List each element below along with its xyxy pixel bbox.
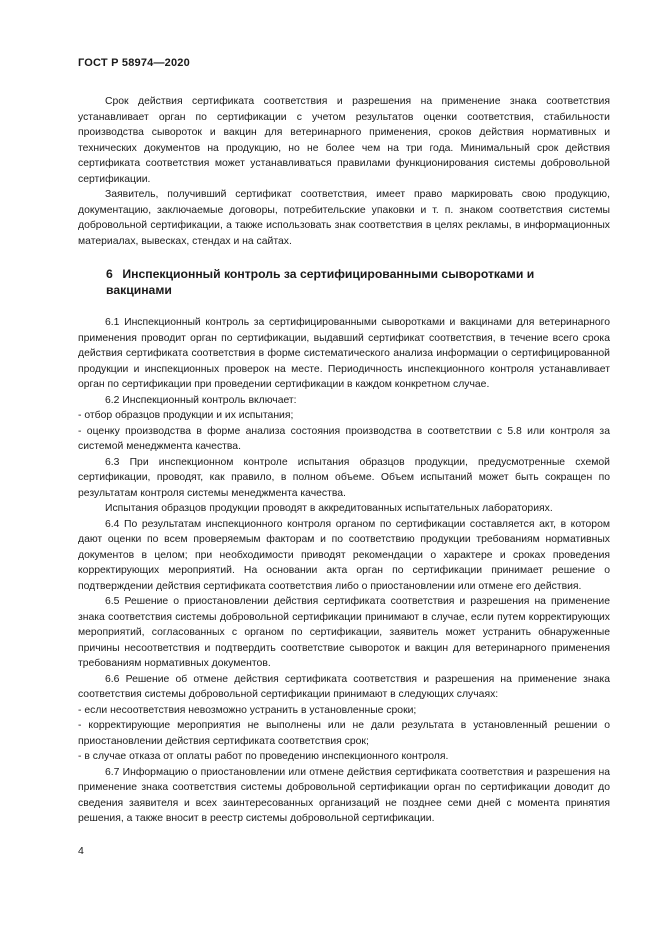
section-heading <box>106 266 576 298</box>
paragraph-6-5: 6.5 Решение о приостановлении действия сертификата соответствия и разрешения на применение знака соответствия системы добровольной сертификации принимают в случае, если путем корректирующих мероприятий, согласованных с органом по сертификации, заявитель может устранить обнаруженные причины несоответствия и подтвердить соответствие сывороток и вакцин для ветеринарного применения требованиям нормативных документов. <box>78 596 610 669</box>
list-item: - корректирующие мероприятия не выполнены или не дали результата в установленный решении о приостановлении действия сертификата соответствия срок; <box>78 718 610 749</box>
list-item: - если несоответствия невозможно устранить в установленные сроки; <box>78 703 610 719</box>
list-item: - оценку производства в форме анализа состояния производства в соответствии с 5.8 или контроля за системой менеджмента качества. <box>78 424 610 455</box>
paragraph-6-1: 6.1 Инспекционный контроль за сертифицированными сыворотками и вакцинами для ветеринарного применения проводит орган по сертификации, выдавший сертификат соответствия, в течение всего срока действия сертификата соответствия в форме систематического анализа информации о сертифицированной продукции и инспекционных проверок на месте. Периодичность инспекционного контроля устанавливает орган по сертификации при проведении сертификации в каждом конкретном случае. <box>78 317 610 390</box>
page-number: 4 <box>78 845 84 857</box>
paragraph-6-2: 6.2 Инспекционный контроль включает: <box>105 394 297 406</box>
paragraph-6-3-note: Испытания образцов продукции проводят в аккредитованных испытательных лабораториях. <box>105 503 553 514</box>
paragraph-6-3: 6.3 При инспекционном контроле испытания образцов продукции, предусмотренные схемой сертификации, проводят, как правило, в полном объеме. Объем испытаний может быть сокращен по результатам контроля системы менеджмента качества. <box>78 456 610 499</box>
paragraph-6-6: 6.6 Решение об отмене действия сертификата соответствия и разрешения на применение знака соответствия системы добровольной сертификации принимают в следующих случаях: <box>78 673 610 700</box>
document-body <box>78 94 610 827</box>
paragraph-6-4: 6.4 По результатам инспекционного контроля органом по сертификации составляется акт, в котором дают оценки по всем проверяемым факторам и по соответствию продукции требованиям нормативных документов в целом; при необходимости приводят рекомендации о характере и сроках проведения корректирующих мероприятий. На основании акта орган по сертификации принимает решение о подтверждении действия сертификата соответствия либо о приостановлении или отмене его действия. <box>78 518 610 592</box>
paragraph: Срок действия сертификата соответствия и разрешения на применение знака соответствия устанавливает орган по сертификации с учетом результатов оценки соответствия, стабильности производства сывороток и вакцин для ветеринарного применения, сроков действия нормативных и технических документов на продукцию, но не более чем на три года. Минимальный срок действия сертификата соответствия может устанавливаться правилами функционирования системы добровольной сертификации. <box>78 96 610 185</box>
list-item: - отбор образцов продукции и их испытания; <box>78 408 610 424</box>
section-number: 6 <box>106 267 113 281</box>
list-item: - в случае отказа от оплаты работ по проведению инспекционного контроля. <box>78 749 610 765</box>
document-header: ГОСТ Р 58974—2020 <box>78 57 190 69</box>
paragraph-6-7: 6.7 Информацию о приостановлении или отмене действия сертификата соответствия и разрешения на применение знака соответствия системы добровольной сертификации орган по сертификации доводит до сведения заявителя и всех заинтересованных организаций не позднее семи дней с момента принятия решения, а также вносит в реестр системы добровольной сертификации. <box>78 766 610 824</box>
section-title: Инспекционный контроль за сертифицированными сыворотками и вакцинами <box>106 267 535 297</box>
paragraph: Заявитель, получивший сертификат соответствия, имеет право маркировать свою продукцию, документацию, заключаемые договоры, потребительские упаковки и т. п. знаком соответствия системы добровольной сертификации, а также использовать знак соответствия в целях рекламы, в информационных материалах, вывесках, стендах и на сайтах. <box>78 189 610 247</box>
